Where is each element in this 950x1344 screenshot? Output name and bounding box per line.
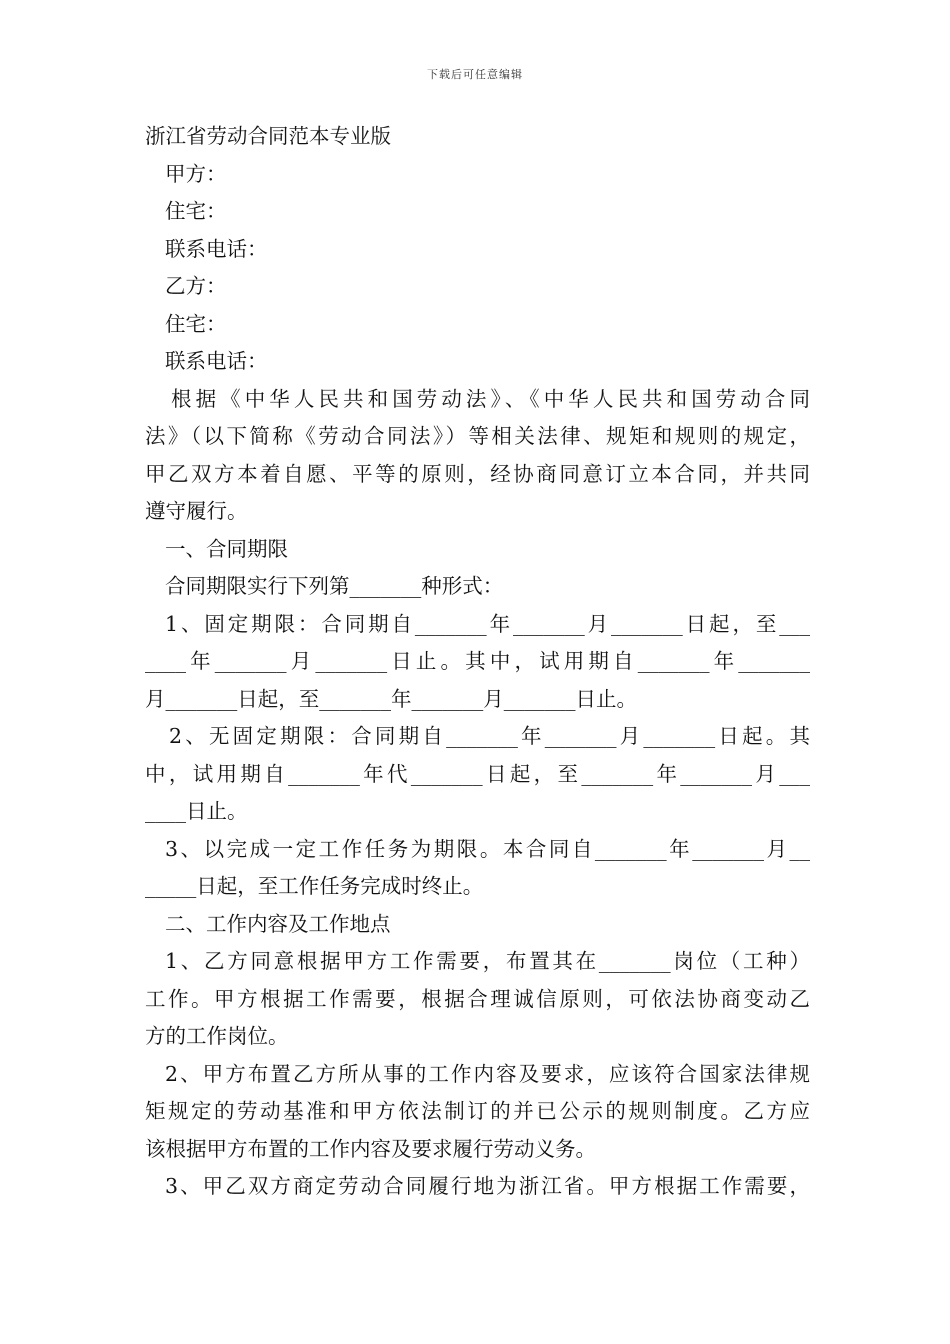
clause-line: 2、无固定期限：合同期自_______年_______月_______日起。其 <box>169 724 810 748</box>
clause-line: ____年_______月_______日止。其中，试用期自_______年_______ <box>145 649 810 673</box>
preamble-line: 甲乙双方本着自愿、平等的原则，经协商同意订立本合同，并共同 <box>145 461 810 486</box>
clause-line: 该根据甲方布置的工作内容及要求履行劳动义务。 <box>145 1136 596 1161</box>
party-a-label: 甲方： <box>165 161 227 186</box>
clause-line: 矩规定的劳动基准和甲方依法制订的并已公示的规则制度。乙方应 <box>145 1099 810 1123</box>
clause-line: 月_______日起，至_______年_______月_______日止。 <box>145 686 637 711</box>
clause-line: _____日起，至工作任务完成时终止。 <box>145 874 484 898</box>
clause-line: 2、甲方布置乙方所从事的工作内容及要求，应该符合国家法律规 <box>165 1061 810 1086</box>
clause-line: 中，试用期自_______年代_______日起，至_______年_______月___ <box>145 761 810 786</box>
party-a-address-label: 住宅： <box>165 199 227 223</box>
clause-line: 3、以完成一定工作任务为期限。本合同自_______年_______月__ <box>165 836 810 861</box>
clause-line: 合同期限实行下列第_______种形式： <box>165 574 504 598</box>
section-heading-term: 一、合同期限 <box>165 536 288 561</box>
document-title: 浙江省劳动合同范本专业版 <box>145 124 391 148</box>
party-b-address-label: 住宅： <box>165 311 227 336</box>
clause-line: 方的工作岗位。 <box>145 1024 289 1048</box>
party-b-phone-label: 联系电话： <box>165 349 268 373</box>
clause-line: 1、乙方同意根据甲方工作需要，布置其在_______岗位（工种） <box>165 949 810 973</box>
preamble-line: 根据《中华人民共和国劳动法》、《中华人民共和国劳动合同 <box>171 386 810 411</box>
preamble-line: 法》（以下简称《劳动合同法》）等相关法律、规矩和规则的规定， <box>145 424 810 448</box>
document-body <box>145 118 810 1206</box>
party-b-label: 乙方： <box>165 274 227 298</box>
clause-line: 工作。甲方根据工作需要，根据合理诚信原则，可依法协商变动乙 <box>145 986 810 1011</box>
preamble-line: 遵守履行。 <box>145 499 248 523</box>
clause-line: ____日止。 <box>145 799 248 823</box>
header-note: 下载后可任意编辑 <box>427 68 523 81</box>
clause-line: 1、固定期限：合同期自_______年_______月_______日起，至___ <box>165 611 810 636</box>
clause-line: 3、甲乙双方商定劳动合同履行地为浙江省。甲方根据工作需要， <box>165 1174 810 1198</box>
section-heading-work: 二、工作内容及工作地点 <box>165 911 391 936</box>
party-a-phone-label: 联系电话： <box>165 236 268 261</box>
